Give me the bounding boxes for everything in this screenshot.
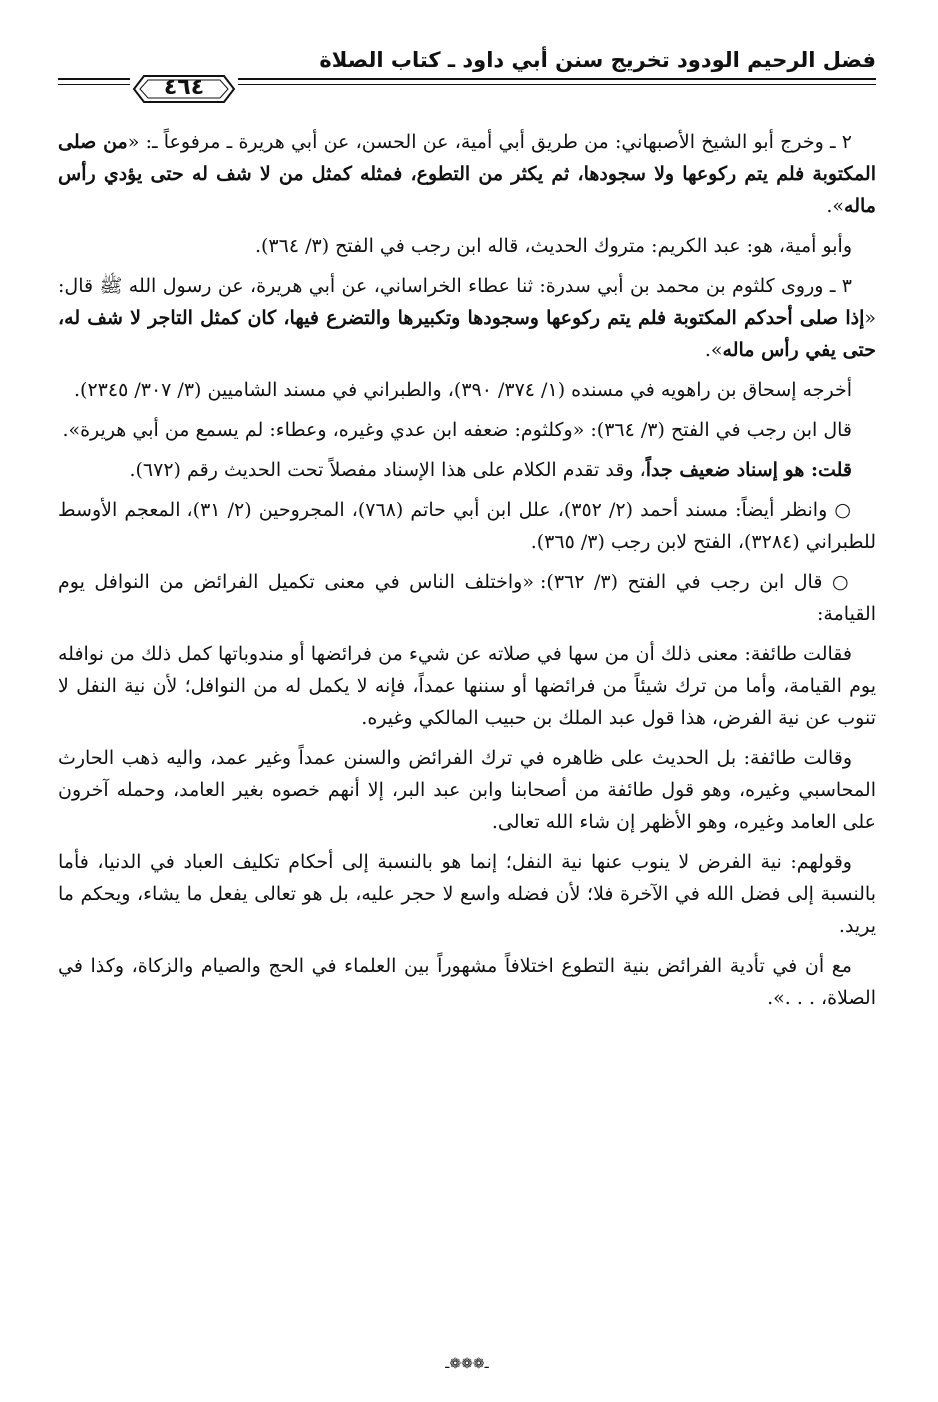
text-segment: مع أن في تأدية الفرائض بنية التطوع اختلافاً مشهوراً بين العلماء في الحج والصيام والزكاة، وكذا في الصلاة، . . .». xyxy=(58,955,876,1009)
text-segment: ، وقد تقدم الكلام على هذا الإسناد مفصلاً تحت الحديث رقم (٦٧٢). xyxy=(129,459,646,481)
paragraph xyxy=(58,414,876,446)
text-segment: أخرجه إسحاق بن راهويه في مسنده (١/ ٣٧٤/ ٣٩٠)، والطبراني في مسند الشاميين (٣/ ٣٠٧/ ٢٣٤٥). xyxy=(74,379,852,401)
paragraph xyxy=(58,454,876,486)
text-segment: وقولهم: نية الفرض لا ينوب عنها نية النفل؛ إنما هو بالنسبة إلى أحكام تكليف العباد في الدنيا، فأما بالنسبة إلى فضل الله في الآخرة فلا؛ لأن فضله واسع لا حجر عليه، بل هو تعالى يفعل ما يشاء، ويحكم ما يريد. xyxy=(58,851,876,937)
end-ornament: ـ❁❁❁ـ xyxy=(445,1356,489,1372)
paragraph xyxy=(58,742,876,838)
running-title: فضل الرحيم الودود تخريج سنن أبي داود ـ كتاب الصلاة xyxy=(319,48,876,72)
paragraph xyxy=(58,950,876,1014)
paragraph xyxy=(58,270,876,366)
text-segment: قال ابن رجب في الفتح (٣/ ٣٦٤): «وكلثوم: ضعفه ابن عدي وغيره، وعطاء: لم يسمع من أبي هريرة». xyxy=(62,419,852,441)
page-body-text xyxy=(58,126,876,1022)
paragraph xyxy=(58,846,876,942)
text-segment: ». xyxy=(704,339,723,361)
paragraph xyxy=(58,230,876,262)
page-number: ٤٦٤ xyxy=(163,75,205,100)
paragraph xyxy=(58,638,876,734)
text-segment: ٣ ـ وروى كلثوم بن محمد بن أبي سدرة: ثنا عطاء الخراساني، عن أبي هريرة، عن رسول الله ﷺ قال: « xyxy=(58,275,876,329)
paragraph xyxy=(58,374,876,406)
book-page xyxy=(58,40,876,1370)
text-segment: ○ قال ابن رجب في الفتح (٣/ ٣٦٢): «واختلف الناس في معنى تكميل الفرائض من النوافل يوم القيامة: xyxy=(58,571,876,625)
bold-text-segment: إذا صلى أحدكم المكتوبة فلم يتم ركوعها وسجودها وتكبيرها والتضرع فيها، كان كمثل التاجر لا شف له، حتى يفي رأس ماله xyxy=(58,307,876,361)
paragraph xyxy=(58,494,876,558)
paragraph xyxy=(58,566,876,630)
paragraph xyxy=(58,126,876,222)
page-number-frame xyxy=(130,72,238,106)
bold-text-segment: قلت: هو إسناد ضعيف جداً xyxy=(645,459,852,481)
text-segment: وقالت طائفة: بل الحديث على ظاهره في ترك الفرائض والسنن عمداً وغير عمد، واليه ذهب الحارث المحاسبي وغيره، وهو قول طائفة من أصحابنا وابن عبد البر، إلا أنهم خصوه بغير العامد، وحمله آخرون على العامد وغيره، وهو الأظهر إن شاء الله تعالى. xyxy=(58,747,876,833)
text-segment: وأبو أمية، هو: عبد الكريم: متروك الحديث، قاله ابن رجب في الفتح (٣/ ٣٦٤). xyxy=(254,235,852,257)
text-segment: ». xyxy=(826,195,845,217)
text-segment: ٢ ـ وخرج أبو الشيخ الأصبهاني: من طريق أبي أمية، عن الحسن، عن أبي هريرة ـ مرفوعاً ـ: « xyxy=(127,131,853,153)
text-segment: فقالت طائفة: معنى ذلك أن من سها في صلاته عن شيء من فرائضها أو مندوباتها كمل ذلك من نوافله يوم القيامة، وأما من ترك شيئاً من فرائضها أو سننها عمداً، فإنه لا يكمل له من النوافل؛ لأن نية النفل لا تنوب عن نية الفرض، هذا قول عبد الملك بن حبيب المالكي وغيره. xyxy=(58,643,876,729)
bold-text-segment: من صلى المكتوبة فلم يتم ركوعها ولا سجودها، ثم يكثر من التطوع، فمثله كمثل من لا شف له حتى يؤدي رأس ماله xyxy=(58,131,876,217)
text-segment: ○ وانظر أيضاً: مسند أحمد (٢/ ٣٥٢)، علل ابن أبي حاتم (٧٦٨)، المجروحين (٢/ ٣١)، المعجم الأوسط للطبراني (٣٢٨٤)، الفتح لابن رجب (٣/ ٣٦٥). xyxy=(58,499,876,553)
page-header xyxy=(58,40,876,110)
